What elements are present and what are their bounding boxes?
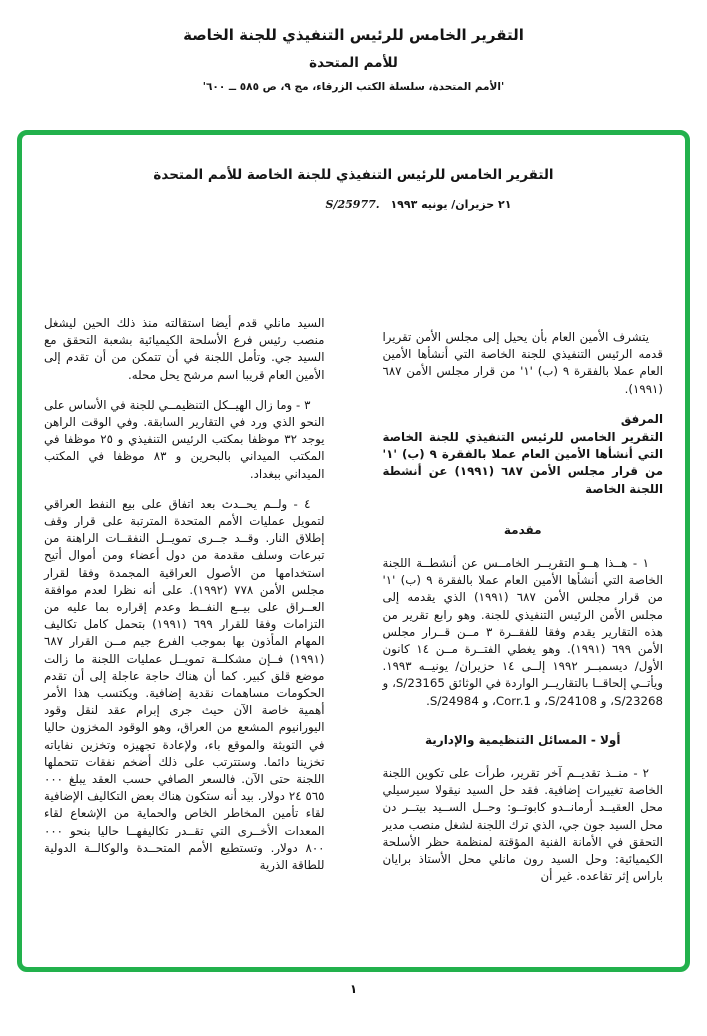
doc-title: التقرير الخامس للرئيس التنفيذي للجنة الخاصة للأمم المتحدة [153, 167, 554, 183]
transmittal-paragraph: يتشرف الأمين العام بأن يحيل إلى مجلس الأمن تقريرا قدمه الرئيس التنفيذي للجنة الخاصة التي أنشأها الأمين العام عملا بالفقرة ٩ (ب) '١' من قرار مجلس الأمن ٦٨٧ (١٩٩١). [382, 330, 663, 396]
paragraph-3: ٣ - وما زال الهيــكل التنظيمــي للجنة في الأساس على النحو الذي ورد في التقارير السابقة. وفي الوقت الراهن يوجد ٣٢ موظفا بمكتب الرئيس التنفيذي و ٢٥ موظفا في المكتب الميداني بالبحرين و ٨٣ موظفا في المكتب الميداني ببغداد. [44, 397, 325, 481]
annex-title: التقرير الخامس للرئيس التنفيذي للجنة الخاصة التي أنشأها الأمين العام عملا بالفقرة ٩ (ب) '١' من قرار مجلس الأمن ٦٨٧ (١٩٩١) عن أنشطة اللجنة الخاصة [382, 430, 664, 496]
masthead-subtitle: للأمم المتحدة [309, 55, 398, 71]
paragraph-1: ١ - هــذا هــو التقريــر الخامــس عن أنشطــة اللجنة الخاصة التي أنشأها الأمين العام عملا بالفقرة ٩ (ب) '١' من قرار مجلس الأمن ٦٨٧ (١٩٩١) الذي يقدمه إلى مجلس الأمن الرئيس التنفيذي للجنة. وهو رابع تقرير من هذه التقارير يقدم وفقا للفقــرة ٣ مــن قــرار مجلس الأمن ٦٩٩ (١٩٩١). وهو يغطي الفتــرة مــن ١٤ كانون الأول/ ديسمبــر ١٩٩٢ إلــى ١٤ حزيران/ يونيــه ١٩٩٣. ويأتــي إلحاقــا بالتقاريــر الواردة في الوثائق S/23165، و S/23268، و S/24108، و Corr.1، و S/24984. [382, 556, 664, 708]
paragraph-4: ٤ - ولــم يحــدث بعد اتفاق على بيع النفط العراقي لتمويل عمليات الأمم المتحدة المترتبة على قرار وقف إطلاق النار. وقــد جــرى تمويــل النفقــات الراهنة من تبرعات وسلف مقدمة من دول أعضاء ومن أموال أتيح استخدامها من الأصول العراقية المجمدة وفقا لقرار مجلس الأمن ٧٧٨ (١٩٩٢). على أنه نظرا لعدم موافقة العــراق على بيــع النفــط وعدم إقراره بما عليه من التزامات وفقا للقرار ٦٩٩ (١٩٩١) بتحمل كامل تكاليف المهام المأذون بها بموجب الفرع جيم مــن القرار ٦٨٧ (١٩٩١) فــإن مشكلــة تمويــل عمليات اللجنة ما زالت موضع قلق كبير. كما أن هناك حاجة عاجلة إلى أن تقدم الحكومات مساهمات نقدية إضافية. ويكتسب هذا الأمر أهمية خاصة الآن حيث جرى إبرام عقد لنقل وقود اليورانيوم المشعع من العراق، وهو الوقود المخزون حاليا في التويثة والموقع باء، ولإعادة تجهيزه وتخزين نفاياته تخزينا دائما. وستترتب على ذلك أضخم نفقات تتحملها اللجنة حتى الآن. فالسعر الصافي حسب العقد يبلغ ٠٠٠ ٥٦٥ ٢٤ دولار. بيد أنه ستكون هناك بعض التكاليف الإضافية لقاء تأمين المخاطر الخاص والحماية من الإشعاع لقاء المعدات الأخــرى التي تقــدر تكاليفهــا حاليا بنحو ٠٠٠ ٨٠٠ دولار. وتستطيع الأمم المتحــدة والوكالــة الدولية للطاقة الذرية [44, 496, 325, 873]
page-number: ١ [349, 982, 358, 996]
intro-heading: مقدمة [503, 522, 542, 537]
paragraph-2-continuation: السيد مانلي قدم أيضا استقالته منذ ذلك الحين ليشغل منصب رئيس فرع الأسلحة الكيميائية بشعبة التحقق مع السيد جي. وتأمل اللجنة في أن تتمكن من أن تقدم إلى الأمين العام قريبا اسم مرشح يحل محله. [44, 316, 325, 382]
column-right [383, 315, 664, 898]
doc-symbol: S/25977. [325, 198, 380, 211]
masthead-title: التقرير الخامس للرئيس التنفيذي للجنة الخاصة [183, 26, 524, 44]
paragraph-2: ٢ - منــذ تقديــم آخر تقرير، طرأت على تكوين اللجنة الخاصة تغييرات إضافية. فقد حل السيد نيقولا سيرسيلي محل العقيــد أرمانــدو كابوتــو: وحــل الســيد بيتــر دن محل السيد جون جي، الذي ترك اللجنة لشغل منصب مدير التحقق في الأمانة الفنية المؤقتة لمنظمة حظر الأسلحة الكيميائية: وحل السيد رون مانلي محل الأستاذ برايان باراس إثر تقاعده. غير أن [382, 766, 663, 884]
doc-date: ٢١ حزيران/ يونيه ١٩٩٣ [390, 198, 512, 211]
masthead [0, 0, 707, 93]
two-column-body [44, 315, 663, 898]
annex-label: المرفق [620, 411, 663, 426]
page-footer [0, 982, 707, 996]
masthead-citation: 'الأمم المتحدة، سلسلة الكتب الزرقاء، مج ٩، ص ٥٨٥ ــ ٦٠٠' [202, 81, 505, 93]
doc-meta-line [44, 198, 663, 211]
green-frame [17, 130, 690, 972]
section1-heading: أولا - المسائل التنظيمية والإدارية [425, 732, 621, 747]
column-left [44, 315, 325, 898]
